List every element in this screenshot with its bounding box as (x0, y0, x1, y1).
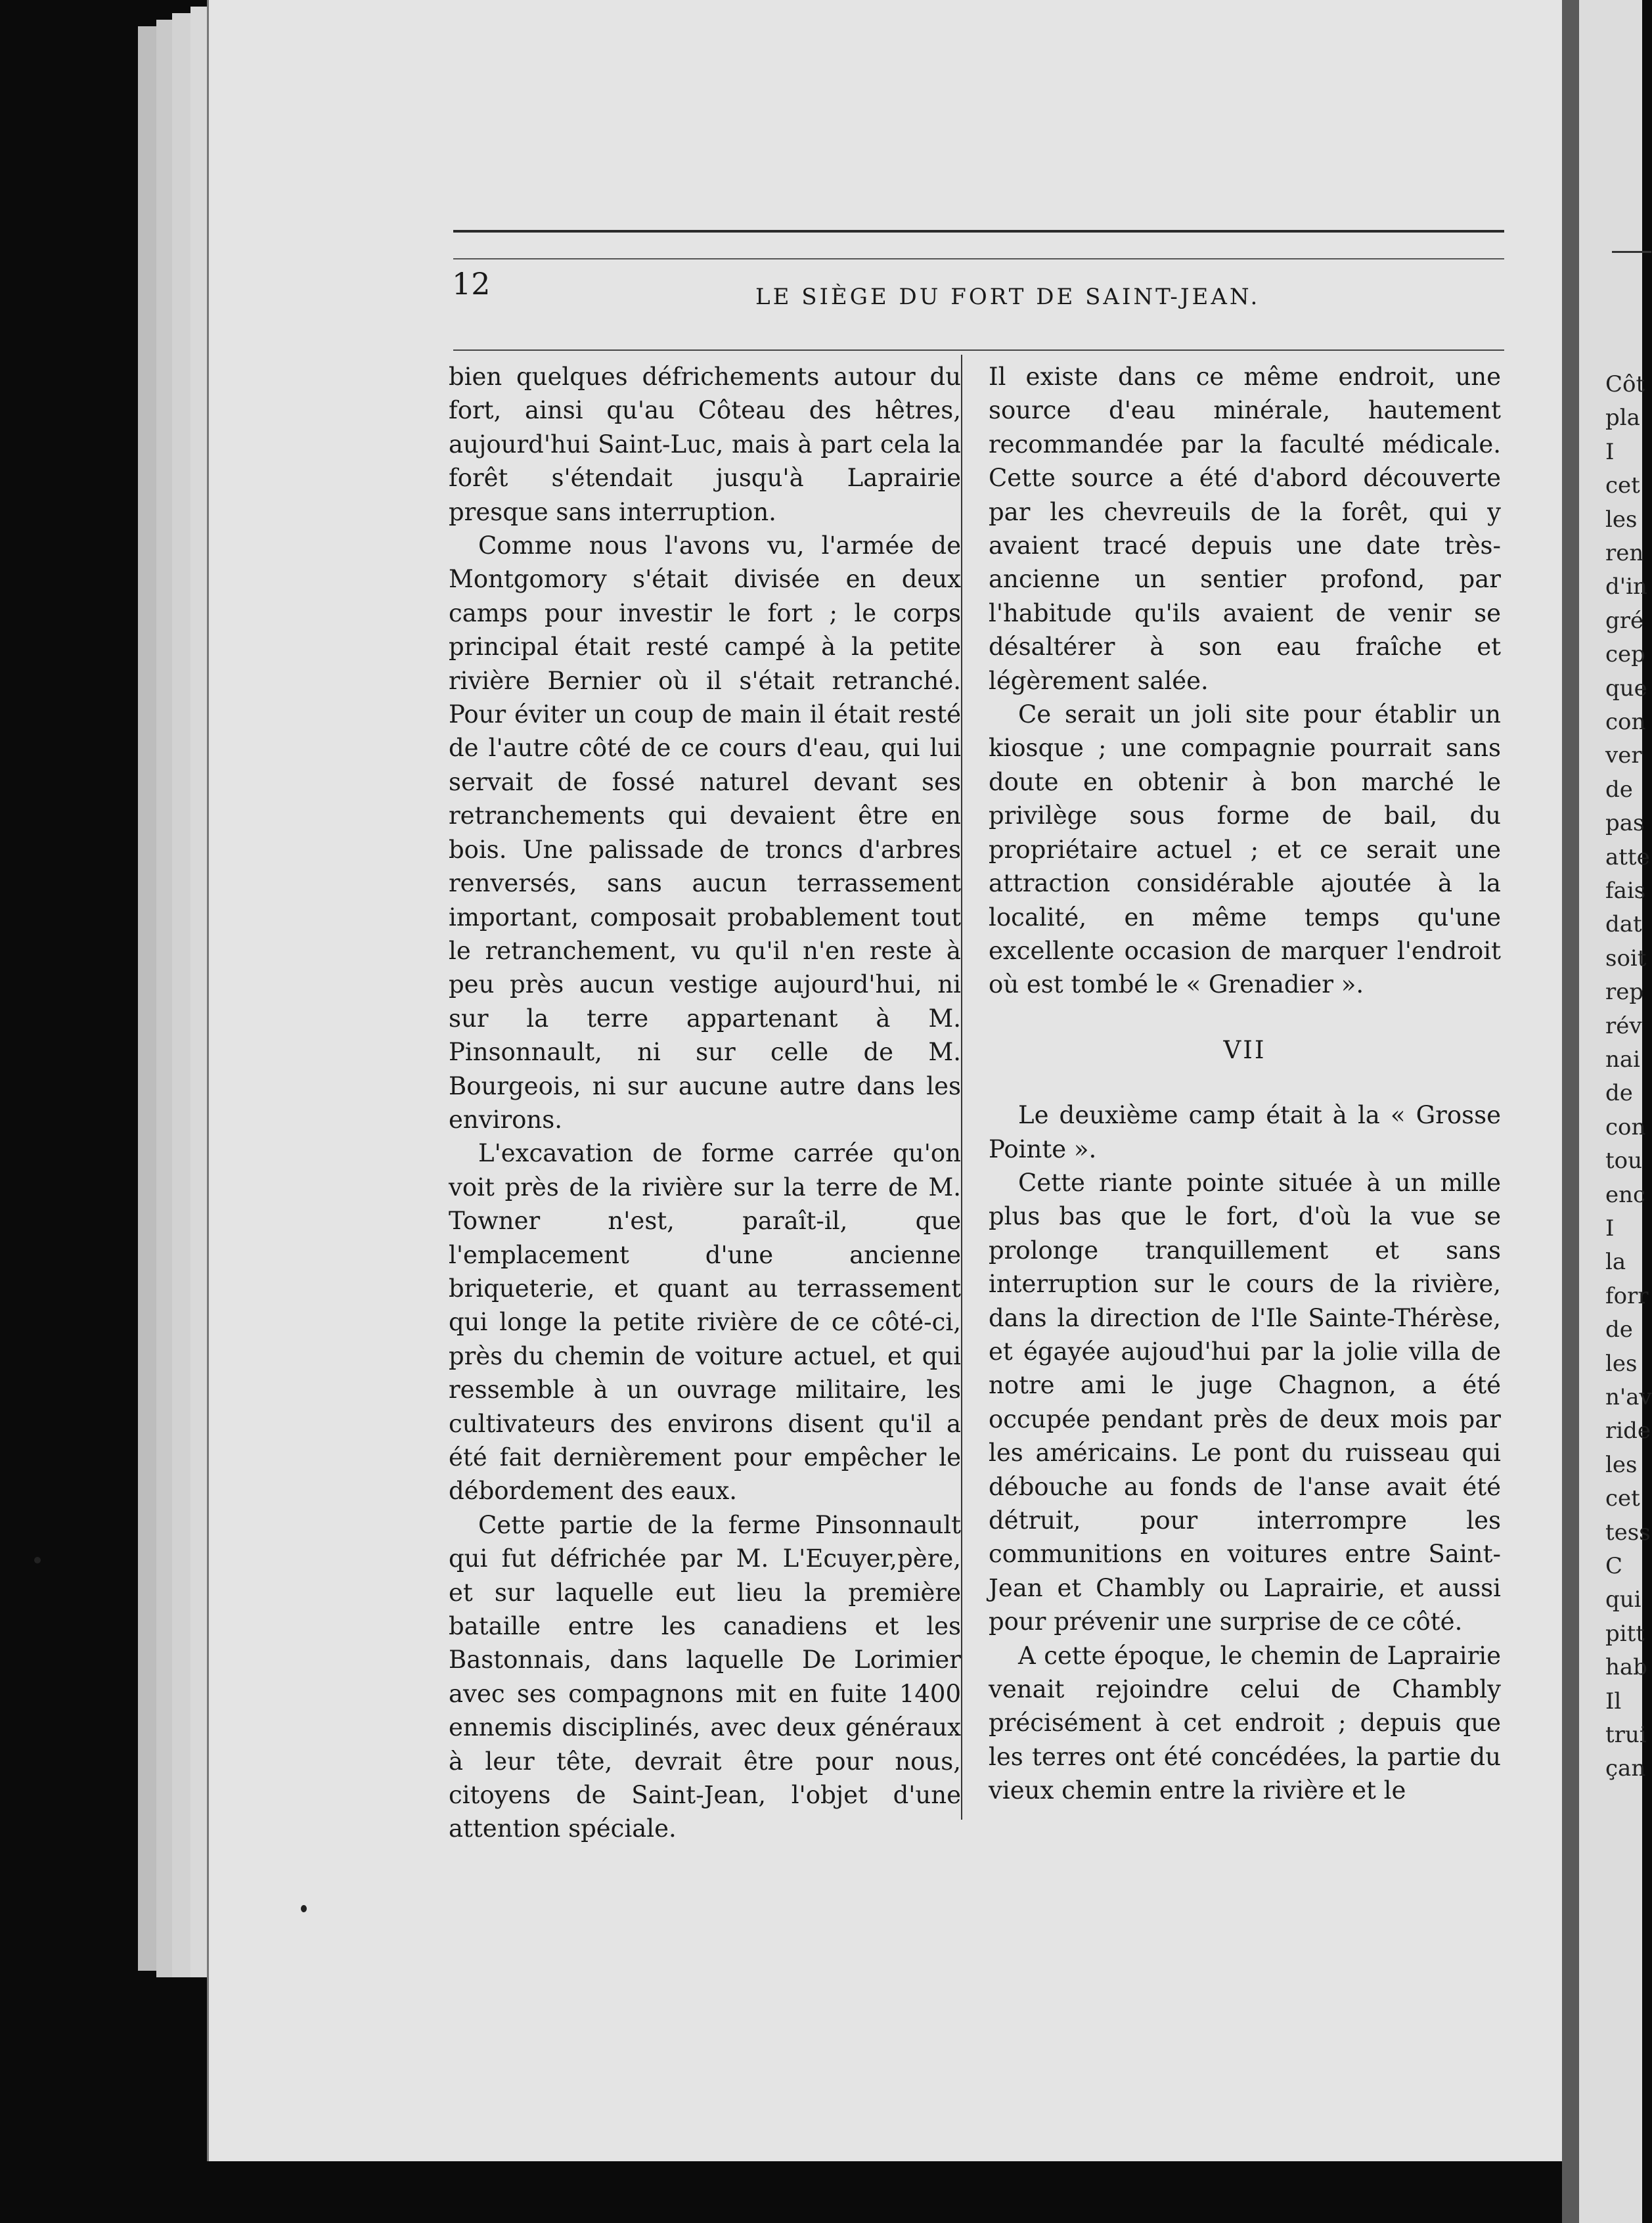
next-page-fragment: ride (1605, 1418, 1651, 1445)
next-page-fragment: de (1605, 1316, 1633, 1343)
next-page-fragment: forr (1605, 1282, 1649, 1309)
next-page-fragment: n'av (1605, 1384, 1652, 1410)
next-page-fragment: les (1605, 1350, 1638, 1377)
next-page-fragment: cet (1605, 472, 1640, 499)
paragraph: Il existe dans ce même endroit, une source d'eau minérale, hautement recommandée par la faculté médicale. Cette source a été d'abord découverte par les chevreuils de la forêt, qui y avaient tracé depuis une date très-ancienne un sentier profond, par l'habitude qu'ils avaient de venir se désaltérer à son eau fraîche et légèrement salée. (989, 363, 1501, 695)
next-page-fragment: ver (1605, 742, 1642, 769)
next-page-fragment: qui (1605, 1586, 1641, 1613)
next-page-fragment: nai (1605, 1046, 1641, 1073)
next-page-fragment: C (1605, 1553, 1623, 1579)
running-title: LE SIÈGE DU FORT DE SAINT-JEAN. (755, 284, 1261, 310)
next-page-fragment: gré (1605, 607, 1644, 634)
paragraph: L'excavation de forme carrée qu'on voit près de la rivière sur la terre de M. Towner n'est, paraît-il, que l'emplacement d'une ancienne briqueterie, et quant au terrassement qui longe la petite rivière de ce côté-ci, près du chemin de voiture actuel, et qui ressemble à un ouvrage militaire, les cultivateurs des environs disent qu'il a été fait dernièrement pour empêcher le débordement des eaux. (449, 1139, 961, 1506)
next-page-fragment: çan (1605, 1755, 1646, 1782)
scan-speck (34, 1557, 41, 1563)
next-page-fragment: rep (1605, 979, 1644, 1006)
next-page-fragment: la (1605, 1249, 1626, 1276)
next-page-fragment: soit (1605, 945, 1647, 972)
next-page-fragment: con (1605, 709, 1646, 735)
next-page-fragment: cep (1605, 641, 1645, 668)
right-column (989, 360, 1501, 1808)
paragraph: Cette riante pointe située à un mille plus bas que le fort, d'où la vue se prolonge tranquillement et sans interruption sur le cours de la rivière, dans la direction de l'Ile Sainte-Thérèse, et égayée aujoud'hui par la jolie villa de notre ami le juge Chagnon, a été occupée pendant près de deux mois par les américains. Le pont du ruisseau qui débouche au fonds de l'anse avait été détruit, pour interrompre les communitions en voitures entre Saint-Jean et Chambly ou Laprairie, et aussi pour prévenir une surprise de ce côté. (989, 1168, 1501, 1636)
scan-speck (301, 1905, 307, 1912)
page-number: 12 (452, 266, 491, 302)
next-page-fragment: ren (1605, 540, 1644, 566)
section-number: VII (1223, 1035, 1266, 1064)
next-page-fragment: d'in (1605, 573, 1647, 600)
next-page-header-rule (1612, 251, 1651, 253)
next-page-fragment: con (1605, 1113, 1646, 1140)
next-page-fragment: I (1605, 1215, 1615, 1242)
paragraph: Cette partie de la ferme Pinsonnault qui fut défrichée par M. L'Ecuyer,père, et sur laquelle eut lieu la première bataille entre les canadiens et les Bastonnais, dans laquelle De Lorimier avec ses compagnons mit en fuite 1400 ennemis disciplinés, avec deux généraux à leur tête, devrait être pour nous, citoyens de Saint-Jean, l'objet d'une attention spéciale. (449, 1510, 961, 1843)
left-column (449, 360, 961, 1846)
next-page-fragment: hab (1605, 1654, 1647, 1681)
next-page-fragment: de (1605, 776, 1633, 803)
next-page-fragment: les (1605, 506, 1638, 533)
next-page-fragment: trui (1605, 1722, 1647, 1748)
next-page-fragment: pitt (1605, 1620, 1645, 1647)
next-page-fragment: tou (1605, 1148, 1643, 1175)
paragraph: Comme nous l'avons vu, l'armée de Montgomory s'était divisée en deux camps pour investir le fort ; le corps principal était resté campé à la petite rivière Bernier où il s'était retranché. Pour éviter un coup de main il était resté de l'autre côté de ce cours d'eau, qui lui servait de fossé naturel devant ses retranchements qui devaient être en bois. Une palissade de troncs d'arbres renversés, sans aucun terrassement important, composait probablement tout le retranchement, vu qu'il n'en reste à peu près aucun vestige aujourd'hui, ni sur la terre appartenant à M. Pinsonnault, ni sur celle de M. Bourgeois, ni sur aucune autre dans les environs. (449, 531, 961, 1134)
next-page-fragment: enc (1605, 1181, 1646, 1208)
next-page-fragment: Côt (1605, 371, 1645, 397)
next-page-fragment: pla (1605, 405, 1640, 432)
paragraph: bien quelques défrichements autour du fort, ainsi qu'au Côteau des hêtres, aujourd'hui Saint-Luc, mais à part cela la forêt s'étendait jusqu'à Laprairie presque sans interruption. (449, 363, 961, 526)
next-page-fragment: rév (1605, 1012, 1642, 1039)
paragraph: Ce serait un joli site pour établir un kiosque ; une compagnie pourrait sans doute en obtenir à bon marché le privilège sous forme de bail, du propriétaire actuel ; et ce serait une attraction considérable ajoutée à la localité, en même temps qu'une excellente occasion de marquer l'endroit où est tombé le « Grenadier ». (989, 700, 1501, 999)
next-page-fragment: atte (1605, 843, 1650, 870)
header-rule-thin (453, 258, 1504, 259)
next-page-fragment: fais (1605, 878, 1646, 904)
next-page-fragment: dat (1605, 911, 1642, 938)
next-page-fragment: tess (1605, 1519, 1651, 1546)
next-page-fragment: que (1605, 675, 1647, 702)
book-gutter (1562, 0, 1579, 2223)
next-page-fragment: I (1605, 438, 1615, 465)
paragraph: Le deuxième camp était à la « Grosse Pointe ». (989, 1101, 1501, 1163)
next-page-fragment: Il (1605, 1688, 1622, 1715)
header-rule (453, 230, 1504, 233)
paragraph: A cette époque, le chemin de Laprairie venait rejoindre celui de Chambly précisément à cet endroit ; depuis que les terres ont été concédées, la partie du vieux chemin entre la rivière et le (989, 1641, 1501, 1805)
next-page-sliver (1579, 0, 1652, 2223)
header-underline (453, 349, 1504, 351)
next-page-fragment: cet (1605, 1485, 1640, 1512)
next-page-fragment: de (1605, 1080, 1633, 1107)
column-divider (961, 355, 962, 1820)
next-page-fragment: les (1605, 1451, 1638, 1478)
next-page-fragment: pas (1605, 810, 1645, 837)
